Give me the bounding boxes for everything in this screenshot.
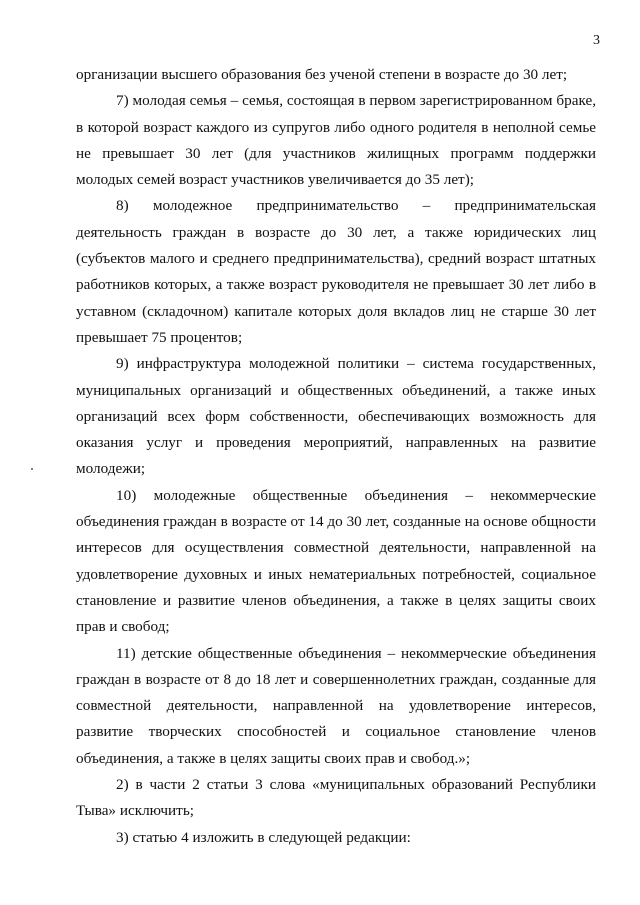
paragraph-item-9: 9) инфраструктура молодежной политики – система государственных, муниципальных организаций и общественных объединений, а также иных организаций всех форм собственности, обеспечивающих возможность для оказания услуг и проведения мероприятий, направленных на развитие молодежи; xyxy=(76,355,596,478)
paragraph-amendment-3: 3) статью 4 изложить в следующей редакции: xyxy=(116,828,411,846)
margin-mark xyxy=(31,468,33,470)
paragraph-continuation: организации высшего образования без ученой степени в возрасте до 30 лет; xyxy=(76,66,568,83)
paragraph-amendment-2: 2) в части 2 статьи 3 слова «муниципальных образований Республики Тыва» исключить; xyxy=(76,776,596,820)
page-number: 3 xyxy=(593,33,600,48)
paragraph-item-11: 11) детские общественные объединения – некоммерческие объединения граждан в возрасте от 8 до 18 лет и совершеннолетних граждан, созданные для совместной деятельности, направленной на удовлетворение интересов, развитие творческих способностей и социальное становление членов объединения, а также в целях защиты своих прав и свобод.»; xyxy=(76,644,596,767)
paragraph-item-10: 10) молодежные общественные объединения – некоммерческие объединения граждан в возрасте от 14 до 30 лет, созданные на основе общности интересов для осуществления совместной деятельности, направленной на удовлетворение духовных и иных нематериальных потребностей, социальное становление и развитие членов объединения, а также в целях защиты своих прав и свобод; xyxy=(76,486,596,636)
paragraph-item-8: 8) молодежное предпринимательство – предпринимательская деятельность граждан в возрасте до 30 лет, а также юридических лиц (субъектов малого и среднего предпринимательства), средний возраст штатных работников которых, а также возраст руководителя не превышает 30 лет либо в уставном (складочном) капитале которых доля вкладов лиц не старше 30 лет превышает 75 процентов; xyxy=(76,197,596,346)
document-body xyxy=(76,62,596,851)
paragraph-item-7: 7) молодая семья – семья, состоящая в первом зарегистрированном браке, в которой возраст каждого из супругов либо одного родителя в неполной семье не превышает 30 лет (для участников жилищных программ поддержки молодых семей возраст участников увеличивается до 35 лет); xyxy=(76,92,596,189)
